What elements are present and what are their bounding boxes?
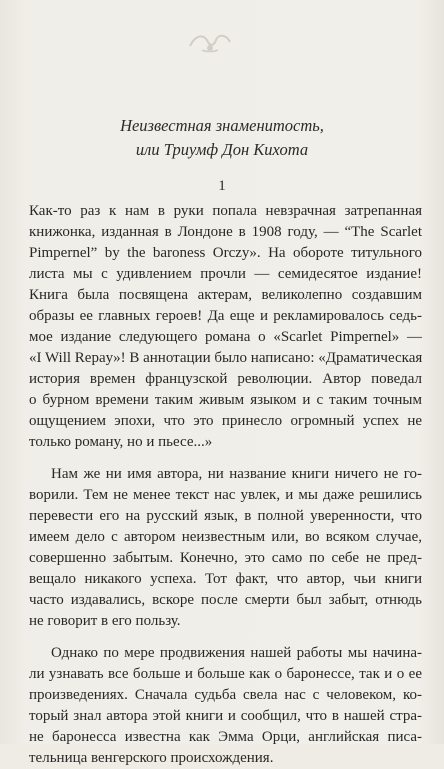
text-line: часто издавались, вскоре после смерти был забыт, отнюдь <box>29 592 422 608</box>
chapter-title <box>0 114 444 162</box>
text-line: книжонка, изданная в Лондоне в 1908 году, — “The Scarlet <box>29 224 422 240</box>
text-line: ощущением эпохи, что это принесло огромный успех не <box>29 413 422 429</box>
text-line: совершенно забытым. Конечно, это само по себе не пред- <box>29 550 422 566</box>
text-line: образы ее главных героев! Да еще и рекламировалось седь- <box>29 308 422 324</box>
text-line: перевести его на русский язык, в полной уверенности, что <box>29 508 422 524</box>
text-line: вещало никакого успеха. Тот факт, что автор, чьи книги <box>29 571 422 587</box>
text-line: о бурном времени таким живым языком и с таким точным <box>29 392 422 408</box>
text-line: не баронесса известна как Эмма Орци, английская писа- <box>29 729 422 745</box>
text-line: только роману, но и пьесе...» <box>29 434 213 450</box>
paragraph <box>29 201 422 453</box>
chapter-title-line-1: Неизвестная знаменитость, <box>120 116 324 135</box>
flourish-ornament-icon <box>186 28 234 54</box>
paragraph-gap <box>29 632 422 643</box>
text-line: история времен французской революции. Автор поведал <box>29 371 422 387</box>
text-line: произведениях. Сначала судьба свела нас с человеком, ко- <box>29 687 422 703</box>
text-line: ли узнавать все больше и больше как о баронессе, так и о ее <box>29 666 422 682</box>
text-line: Однако по мере продвижения нашей работы мы начина- <box>51 645 422 661</box>
text-line: Книга была посвящена актерам, великолепно создавшим <box>29 287 422 303</box>
text-line: не говорит в его пользу. <box>29 613 181 629</box>
text-line: Нам же ни имя автора, ни название книги ничего не го- <box>51 466 422 482</box>
text-line: мое издание следующего романа о «Scarlet Pimpernel» — <box>29 329 422 345</box>
body-text <box>29 201 422 769</box>
text-line: Pimpernel” by the baroness Orczy». На обороте титульного <box>29 245 422 261</box>
text-line: тельница венгерского происхождения. <box>29 750 274 766</box>
text-line: листа мы с удивлением прочли — семидесятое издание! <box>29 266 422 282</box>
text-line: имеем дело с автором неизвестным или, во всяком случае, <box>29 529 422 545</box>
text-line: ворили. Тем не менее текст нас увлек, и мы даже решились <box>29 487 422 503</box>
chapter-number: 1 <box>218 178 226 194</box>
paragraph-gap <box>29 453 422 464</box>
text-line: торый знал автора этой книги и сообщил, что в нашей стра- <box>29 708 422 724</box>
paragraph <box>29 464 422 632</box>
text-line: Как-то раз к нам в руки попала невзрачная затрепанная <box>29 203 422 219</box>
chapter-title-line-2: или Триумф Дон Кихота <box>135 140 309 159</box>
paragraph <box>29 643 422 769</box>
text-line: «I Will Repay»! В аннотации было написано: «Драматическая <box>29 350 423 366</box>
